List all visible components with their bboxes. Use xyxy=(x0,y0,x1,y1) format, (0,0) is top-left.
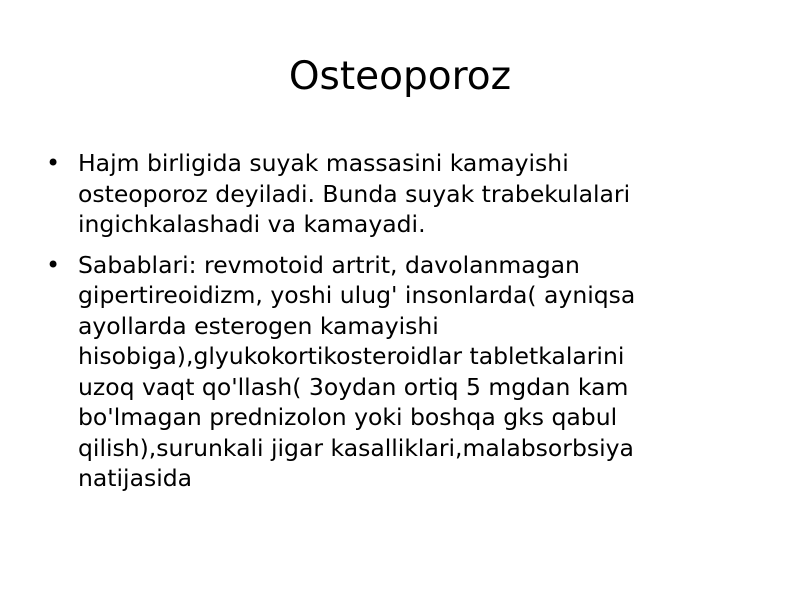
bullet-list xyxy=(46,148,746,504)
bullet-item-causes xyxy=(46,250,746,494)
bullet-text: Hajm birligida suyak massasini kamayishi osteoporoz deyiladi. Bunda suyak trabekulalari ingichkalashadi va kamayadi. xyxy=(78,149,631,238)
bullet-item-definition xyxy=(46,148,746,240)
bullet-point-icon: • xyxy=(46,149,61,177)
slide-title: Osteoporoz xyxy=(288,54,512,99)
bullet-text: Sabablari: revmotoid artrit, davolanmagan gipertireoidizm, yoshi ulug' insonlarda( ayniqsa ayollarda esterogen kamayishi hisobiga),glyukokortikosteroidlar tabletkalarini uzoq vaqt qo'llash( 3oydan ortiq 5 mgdan kam bo'lmagan prednizolon yoki boshqa gks qabul qilish),surunkali jigar kasalliklari,malabsorbsiya natijasida xyxy=(78,250,636,492)
bullet-point-icon: • xyxy=(46,250,61,279)
